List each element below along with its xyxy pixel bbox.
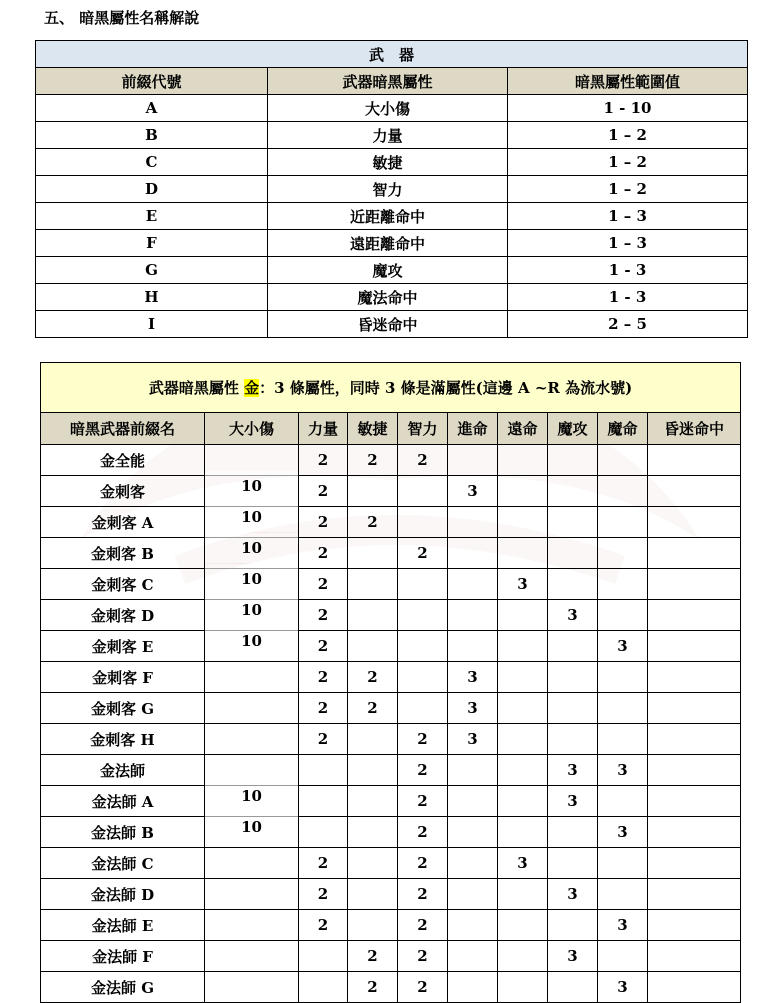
- table-cell: [648, 786, 741, 817]
- table-title: 武器暗黑屬性 金：3 條屬性，同時 3 條是滿屬性(這邊 A ~R 為流水號): [41, 363, 741, 413]
- table-cell: 3: [448, 693, 498, 724]
- table-row: [41, 755, 741, 786]
- table-cell: [205, 972, 299, 1003]
- table-cell: 1 - 10: [508, 95, 748, 122]
- table-cell: [648, 600, 741, 631]
- table-cell: [299, 817, 348, 848]
- table-cell: [648, 538, 741, 569]
- table-cell: [548, 445, 598, 476]
- table-cell: 2: [398, 445, 448, 476]
- table-cell: 2: [299, 879, 348, 910]
- table-cell: 金刺客: [41, 476, 205, 507]
- table-cell: 近距離命中: [268, 203, 508, 230]
- table-cell: 3: [548, 600, 598, 631]
- table-cell: [448, 755, 498, 786]
- table-cell: [498, 662, 548, 693]
- table-cell: [548, 662, 598, 693]
- table-cell: [448, 972, 498, 1003]
- table-cell: [498, 879, 548, 910]
- table-cell: 3: [598, 817, 648, 848]
- table-cell: [398, 600, 448, 631]
- table-cell: [398, 507, 448, 538]
- table-cell: 金刺客 A: [41, 507, 205, 538]
- table-cell: 2: [299, 724, 348, 755]
- table-cell: [398, 631, 448, 662]
- table-cell: [598, 507, 648, 538]
- table-cell: [598, 941, 648, 972]
- table-cell: B: [36, 122, 268, 149]
- table-cell: [648, 972, 741, 1003]
- gold-prefix-table: [40, 362, 741, 1003]
- table-cell: [648, 569, 741, 600]
- table-cell: [348, 631, 398, 662]
- table-cell: [498, 631, 548, 662]
- table-cell: 2: [398, 786, 448, 817]
- table-cell: [448, 538, 498, 569]
- table-cell: 2: [299, 693, 348, 724]
- table-cell: [598, 476, 648, 507]
- table-cell: 金法師 F: [41, 941, 205, 972]
- table-cell: 魔攻: [268, 257, 508, 284]
- table-row: [41, 817, 741, 848]
- table-row: [41, 879, 741, 910]
- table-cell: [548, 693, 598, 724]
- table-cell: [648, 631, 741, 662]
- table-cell: 金法師 G: [41, 972, 205, 1003]
- column-header: 暗黑屬性範圍值: [508, 68, 748, 95]
- table-cell: [548, 507, 598, 538]
- table-cell: [498, 817, 548, 848]
- table-cell: 10: [205, 812, 299, 843]
- table-cell: [448, 848, 498, 879]
- table-cell: [648, 445, 741, 476]
- table-cell: 2: [398, 724, 448, 755]
- table-cell: [398, 693, 448, 724]
- table-cell: 1 - 3: [508, 284, 748, 311]
- table-cell: 1 - 3: [508, 257, 748, 284]
- table-cell: [498, 786, 548, 817]
- table-cell: [448, 507, 498, 538]
- table-cell: [648, 941, 741, 972]
- column-header: 進命: [448, 413, 498, 445]
- table-row: [41, 662, 741, 693]
- table-cell: [348, 910, 398, 941]
- table-cell: [205, 848, 299, 879]
- table-row: [41, 972, 741, 1003]
- table-cell: [398, 476, 448, 507]
- column-header: 魔命: [598, 413, 648, 445]
- table-cell: [598, 445, 648, 476]
- table-cell: [299, 941, 348, 972]
- table-cell: [448, 600, 498, 631]
- table-cell: [448, 786, 498, 817]
- table-row: [41, 569, 741, 600]
- table-cell: 金刺客 E: [41, 631, 205, 662]
- table-cell: 金刺客 H: [41, 724, 205, 755]
- table-cell: [648, 755, 741, 786]
- table-cell: 2: [299, 848, 348, 879]
- table-row: [36, 122, 748, 149]
- table-cell: [548, 817, 598, 848]
- table-cell: 2: [299, 600, 348, 631]
- table-row: [41, 786, 741, 817]
- table-cell: H: [36, 284, 268, 311]
- table-cell: 昏迷命中: [268, 311, 508, 338]
- column-header: 遠命: [498, 413, 548, 445]
- table-cell: [598, 693, 648, 724]
- table-cell: 3: [448, 476, 498, 507]
- table-cell: 金法師 D: [41, 879, 205, 910]
- table-cell: 10: [205, 533, 299, 564]
- table-cell: 3: [498, 569, 548, 600]
- table-cell: [548, 724, 598, 755]
- table-row: [41, 476, 741, 507]
- table-cell: A: [36, 95, 268, 122]
- table-cell: [548, 538, 598, 569]
- table-cell: 金刺客 C: [41, 569, 205, 600]
- table-cell: 金法師: [41, 755, 205, 786]
- table-cell: [348, 600, 398, 631]
- table-cell: 2: [348, 693, 398, 724]
- table-cell: 2: [398, 538, 448, 569]
- table-cell: [498, 476, 548, 507]
- table-cell: [348, 786, 398, 817]
- table-cell: [205, 724, 299, 755]
- table-cell: [348, 755, 398, 786]
- table-cell: 3: [448, 724, 498, 755]
- table-cell: 2: [299, 476, 348, 507]
- column-header: 昏迷命中: [648, 413, 741, 445]
- table-cell: 2: [299, 631, 348, 662]
- table-cell: [548, 631, 598, 662]
- table-cell: D: [36, 176, 268, 203]
- table-cell: [348, 476, 398, 507]
- column-header: 魔攻: [548, 413, 598, 445]
- table-cell: 2: [398, 848, 448, 879]
- table-cell: [448, 941, 498, 972]
- table-cell: [205, 879, 299, 910]
- table-cell: 金刺客 G: [41, 693, 205, 724]
- table-cell: [648, 848, 741, 879]
- table-cell: [205, 910, 299, 941]
- section-heading: 五、 暗黑屬性名稱解說: [44, 9, 200, 27]
- table-cell: [398, 662, 448, 693]
- table-cell: 力量: [268, 122, 508, 149]
- table-row: [41, 631, 741, 662]
- table-cell: 2: [398, 972, 448, 1003]
- table-cell: [348, 817, 398, 848]
- column-header: 智力: [398, 413, 448, 445]
- table-cell: 金刺客 D: [41, 600, 205, 631]
- table-cell: 10: [205, 595, 299, 626]
- column-header: 大小傷: [205, 413, 299, 445]
- table-cell: 2: [299, 662, 348, 693]
- table-cell: 遠距離命中: [268, 230, 508, 257]
- table-cell: 2: [398, 817, 448, 848]
- table-cell: [598, 848, 648, 879]
- column-header: 敏捷: [348, 413, 398, 445]
- table-cell: [498, 755, 548, 786]
- table-cell: 2: [398, 941, 448, 972]
- table-row: [41, 693, 741, 724]
- table-cell: 3: [548, 786, 598, 817]
- table-cell: 智力: [268, 176, 508, 203]
- table-cell: [648, 817, 741, 848]
- table-row: [36, 203, 748, 230]
- table-cell: 大小傷: [268, 95, 508, 122]
- table-cell: [648, 662, 741, 693]
- table-cell: [348, 848, 398, 879]
- table-cell: [448, 910, 498, 941]
- table-cell: 金刺客 F: [41, 662, 205, 693]
- table-cell: [448, 569, 498, 600]
- table-cell: [648, 879, 741, 910]
- table-row: [36, 149, 748, 176]
- table-cell: 2: [348, 941, 398, 972]
- table-cell: [648, 724, 741, 755]
- table-cell: 2: [398, 910, 448, 941]
- table-cell: [299, 755, 348, 786]
- table-cell: 10: [205, 471, 299, 502]
- table-cell: [648, 476, 741, 507]
- table-cell: [205, 941, 299, 972]
- table-row: [41, 941, 741, 972]
- table-cell: 2: [299, 538, 348, 569]
- table-cell: 10: [205, 564, 299, 595]
- table-cell: [598, 724, 648, 755]
- highlight-gold: 金: [244, 379, 260, 397]
- table-cell: 10: [205, 781, 299, 812]
- table-cell: 2: [348, 445, 398, 476]
- table-row: [36, 311, 748, 338]
- table-cell: 3: [548, 879, 598, 910]
- table-cell: E: [36, 203, 268, 230]
- table-cell: [548, 476, 598, 507]
- table-row: [41, 538, 741, 569]
- table-row: [41, 445, 741, 476]
- table-cell: 2: [348, 662, 398, 693]
- table-cell: 金全能: [41, 445, 205, 476]
- table-cell: [498, 445, 548, 476]
- table-cell: [548, 848, 598, 879]
- table-cell: [598, 662, 648, 693]
- table-cell: 3: [548, 941, 598, 972]
- table-cell: F: [36, 230, 268, 257]
- table-cell: 1 – 2: [508, 149, 748, 176]
- table-cell: [398, 569, 448, 600]
- table-cell: 3: [598, 972, 648, 1003]
- table-cell: [648, 507, 741, 538]
- table-cell: [498, 507, 548, 538]
- table-row: [41, 507, 741, 538]
- table-cell: [498, 724, 548, 755]
- table-cell: 3: [548, 755, 598, 786]
- table-cell: [598, 786, 648, 817]
- table-cell: 金法師 A: [41, 786, 205, 817]
- table-row: [36, 95, 748, 122]
- table-cell: [205, 693, 299, 724]
- table-row: [36, 176, 748, 203]
- weapon-attribute-table: [35, 40, 748, 338]
- table-cell: 3: [448, 662, 498, 693]
- column-header: 力量: [299, 413, 348, 445]
- table-cell: 3: [598, 631, 648, 662]
- table-cell: [498, 538, 548, 569]
- table-cell: [448, 445, 498, 476]
- column-header: 前綴代號: [36, 68, 268, 95]
- table-cell: 2: [348, 507, 398, 538]
- table-cell: 魔法命中: [268, 284, 508, 311]
- table-cell: [648, 693, 741, 724]
- table-cell: 金法師 E: [41, 910, 205, 941]
- table-cell: [448, 879, 498, 910]
- table-cell: 2 – 5: [508, 311, 748, 338]
- table-cell: [348, 724, 398, 755]
- table-row: [41, 600, 741, 631]
- table-cell: 金法師 C: [41, 848, 205, 879]
- table-cell: [598, 879, 648, 910]
- table-cell: [648, 910, 741, 941]
- table-row: [41, 724, 741, 755]
- table-cell: [598, 600, 648, 631]
- table-cell: 敏捷: [268, 149, 508, 176]
- table-cell: 10: [205, 626, 299, 657]
- table-cell: 1 – 2: [508, 122, 748, 149]
- table-cell: 1 – 3: [508, 203, 748, 230]
- table-cell: [348, 879, 398, 910]
- table-cell: 2: [299, 910, 348, 941]
- table-cell: 2: [348, 972, 398, 1003]
- table-row: [36, 284, 748, 311]
- table-cell: 10: [205, 502, 299, 533]
- table-cell: 2: [299, 569, 348, 600]
- table-cell: [299, 786, 348, 817]
- table-cell: 3: [598, 755, 648, 786]
- table-cell: [498, 910, 548, 941]
- table-cell: I: [36, 311, 268, 338]
- table-cell: [548, 910, 598, 941]
- table-cell: [548, 569, 598, 600]
- table-cell: 金刺客 B: [41, 538, 205, 569]
- table-cell: C: [36, 149, 268, 176]
- table-row: [36, 257, 748, 284]
- column-header: 暗黑武器前綴名: [41, 413, 205, 445]
- table-cell: [205, 662, 299, 693]
- table-cell: [498, 941, 548, 972]
- table-row: [41, 848, 741, 879]
- table-cell: [348, 538, 398, 569]
- table-cell: 2: [398, 879, 448, 910]
- table-cell: 2: [398, 755, 448, 786]
- table-cell: [498, 600, 548, 631]
- table-cell: [498, 972, 548, 1003]
- table-cell: [448, 817, 498, 848]
- table-cell: [498, 693, 548, 724]
- table-cell: [299, 972, 348, 1003]
- table-cell: [598, 538, 648, 569]
- table-cell: G: [36, 257, 268, 284]
- table-cell: 3: [598, 910, 648, 941]
- table-cell: 1 – 2: [508, 176, 748, 203]
- column-header: 武器暗黑屬性: [268, 68, 508, 95]
- table-cell: [448, 631, 498, 662]
- table-row: [36, 230, 748, 257]
- table-cell: [598, 569, 648, 600]
- table-row: [41, 910, 741, 941]
- table-cell: 1 – 3: [508, 230, 748, 257]
- table-cell: 2: [299, 445, 348, 476]
- table-cell: 2: [299, 507, 348, 538]
- table-cell: [548, 972, 598, 1003]
- table-title: 武 器: [36, 41, 748, 68]
- table-cell: 金法師 B: [41, 817, 205, 848]
- table-cell: 3: [498, 848, 548, 879]
- table-cell: [348, 569, 398, 600]
